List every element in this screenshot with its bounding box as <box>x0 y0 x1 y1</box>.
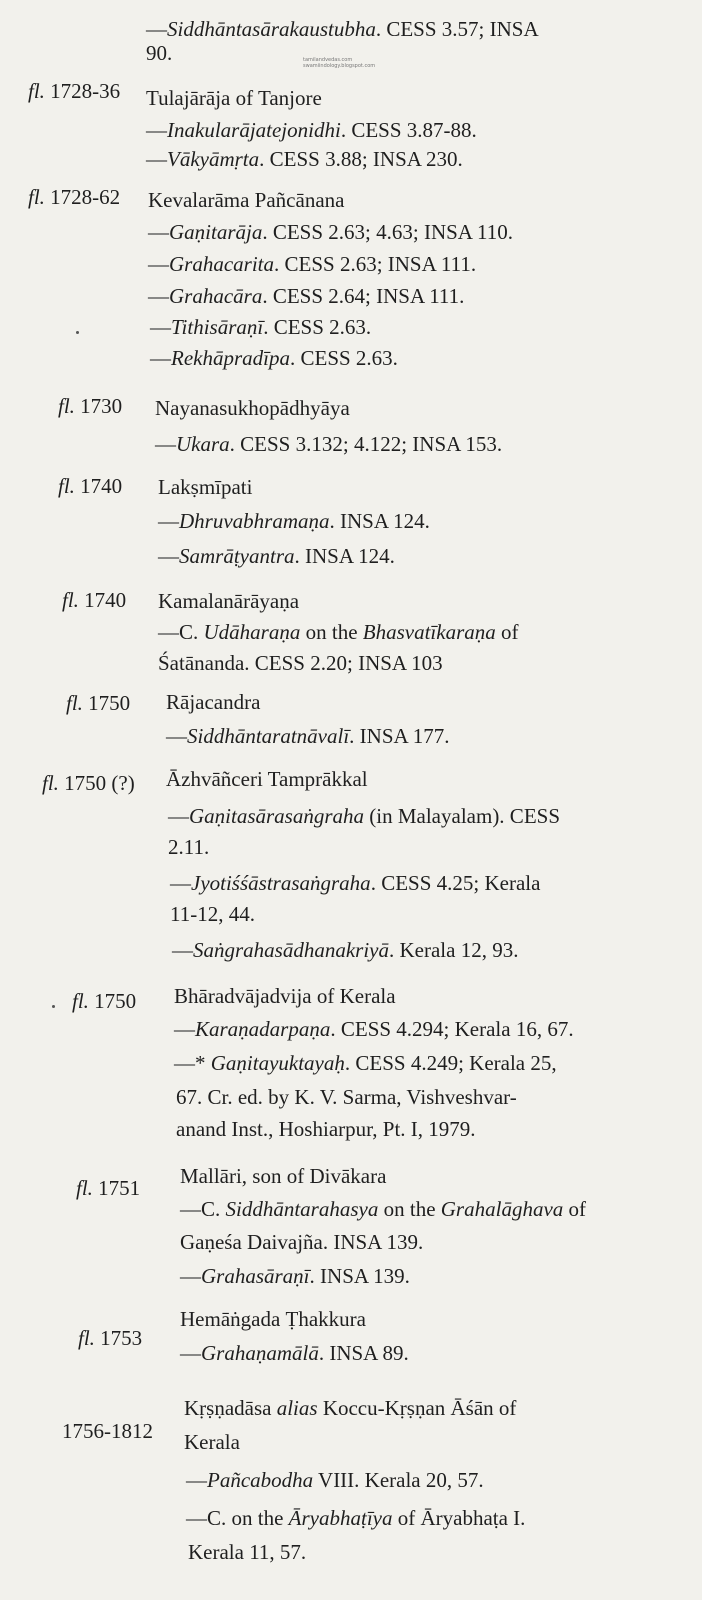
work-line: —Tithisāraṇī. CESS 2.63. <box>150 315 372 339</box>
author-name: Āzhvāñceri Tamprākkal <box>166 767 368 791</box>
author-name: Lakṣmīpati <box>158 475 253 499</box>
speck <box>76 331 79 334</box>
work-line: 11-12, 44. <box>170 902 255 926</box>
work-line: —Pañcabodha VIII. Kerala 20, 57. <box>186 1468 484 1492</box>
entry-date: fl. 1728-62 <box>28 185 121 209</box>
work-line: Gaṇeśa Daivajña. INSA 139. <box>180 1230 424 1254</box>
work-line: —Jyotiśśāstrasaṅgraha. CESS 4.25; Kerala <box>170 871 541 895</box>
entry-date: fl. 1753 <box>78 1326 143 1350</box>
work-line: —* Gaṇitayuktayaḥ. CESS 4.249; Kerala 25, <box>174 1051 557 1075</box>
speck <box>52 1005 55 1008</box>
work-line: —Karaṇadarpaṇa. CESS 4.294; Kerala 16, 67. <box>174 1017 574 1041</box>
work-line: —C. on the Āryabhaṭīya of Āryabhaṭa I. <box>186 1506 526 1530</box>
entry-date: fl. 1751 <box>76 1176 141 1200</box>
entry-date: fl. 1740 <box>62 588 127 612</box>
author-name: Hemāṅgada Ṭhakkura <box>180 1307 366 1331</box>
work-line: Śatānanda. CESS 2.20; INSA 103 <box>158 651 443 675</box>
work-line: —Grahacarita. CESS 2.63; INSA 111. <box>148 252 477 276</box>
work-line: 67. Cr. ed. by K. V. Sarma, Vishveshvar- <box>176 1085 517 1109</box>
work-line: —Dhruvabhramaṇa. INSA 124. <box>158 509 430 533</box>
work-line: —Siddhāntasārakaustubha. CESS 3.57; INSA <box>146 17 539 41</box>
work-line: —Rekhāpradīpa. CESS 2.63. <box>150 346 398 370</box>
author-name: Bhāradvājadvija of Kerala <box>174 984 396 1008</box>
watermark <box>303 57 375 69</box>
entry-date: fl. 1750 (?) <box>42 771 135 795</box>
author-name: Tulajārāja of Tanjore <box>146 86 322 110</box>
work-line: —Inakularājatejonidhi. CESS 3.87-88. <box>146 118 477 142</box>
work-line: Kerala 11, 57. <box>188 1540 307 1564</box>
author-name: Mallāri, son of Divākara <box>180 1164 387 1188</box>
author-name: Rājacandra <box>166 690 261 714</box>
work-line: —C. Siddhāntarahasya on the Grahalāghava of <box>180 1197 587 1221</box>
work-line: —C. Udāharaṇa on the Bhasvatīkaraṇa of <box>158 620 519 644</box>
work-line: —Samrāṭyantra. INSA 124. <box>158 544 395 568</box>
work-line: —Grahacāra. CESS 2.64; INSA 111. <box>148 284 465 308</box>
work-line: —Ukara. CESS 3.132; 4.122; INSA 153. <box>155 432 503 456</box>
work-line: —Saṅgrahasādhanakriyā. Kerala 12, 93. <box>172 938 519 962</box>
entry-date: fl. 1728-36 <box>28 79 121 103</box>
entry-date: fl. 1740 <box>58 474 123 498</box>
watermark-line-1: tamilandvedas.com <box>303 57 353 63</box>
work-line: 90. <box>146 41 173 65</box>
work-line: anand Inst., Hoshiarpur, Pt. I, 1979. <box>176 1117 476 1141</box>
entry-date: fl. 1750 <box>66 691 131 715</box>
work-line: —Grahasāraṇī. INSA 139. <box>180 1264 410 1288</box>
entry-date: fl. 1750 <box>72 989 137 1013</box>
author-name: Kamalanārāyaṇa <box>158 589 300 613</box>
work-line: 2.11. <box>168 835 210 859</box>
work-line: —Vākyāmṛta. CESS 3.88; INSA 230. <box>146 147 463 171</box>
author-name: Nayanasukhopādhyāya <box>155 396 350 420</box>
work-line: —Gaṇitasārasaṅgraha (in Malayalam). CESS <box>168 804 561 828</box>
work-line: —Grahaṇamālā. INSA 89. <box>180 1341 409 1365</box>
work-line: Kerala <box>184 1430 240 1454</box>
entry-date: fl. 1730 <box>58 394 123 418</box>
author-name: Kevalarāma Pañcānana <box>148 188 345 212</box>
author-name: Kṛṣṇadāsa alias Koccu-Kṛṣṇan Āśān of <box>184 1396 517 1420</box>
work-line: —Gaṇitarāja. CESS 2.63; 4.63; INSA 110. <box>148 220 514 244</box>
work-line: —Siddhāntaratnāvalī. INSA 177. <box>166 724 450 748</box>
watermark-line-2: swamiindology.blogspot.com <box>303 63 376 69</box>
entry-date: 1756-1812 <box>62 1419 153 1443</box>
